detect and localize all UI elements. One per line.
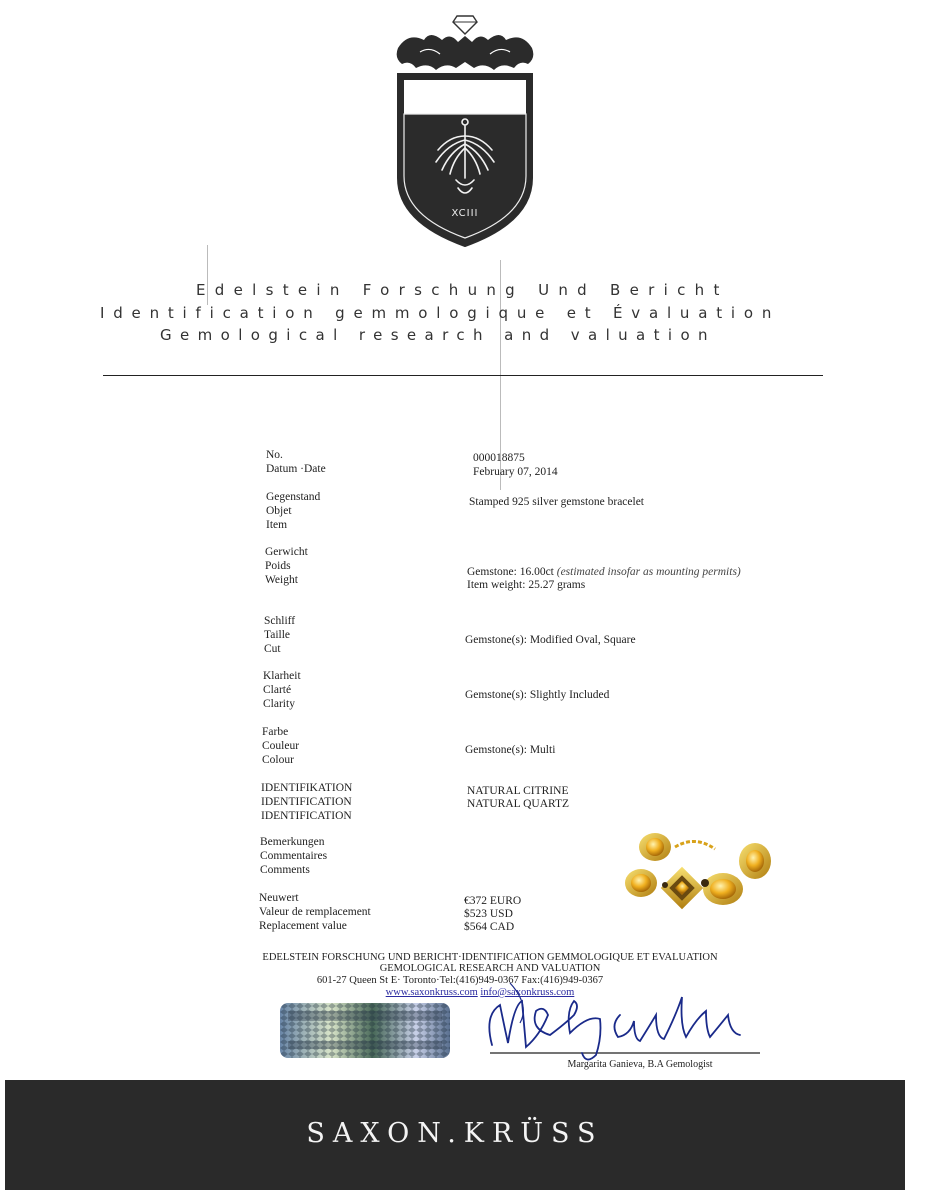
item-weight: Item weight: 25.27 grams	[467, 579, 586, 591]
footer-subtitle: GEMOLOGICAL RESEARCH AND VALUATION	[379, 963, 601, 974]
identification-citrine: NATURAL CITRINE	[467, 785, 569, 797]
item-value: Stamped 925 silver gemstone bracelet	[469, 496, 645, 508]
brand-banner	[5, 1080, 905, 1190]
gemologist-name: Margarita Ganieva, B.A Gemologist	[567, 1059, 713, 1070]
footer-address: 601-27 Queen St E· Toronto·Tel:(416)949-0367 Fax:(416)949-0367	[316, 975, 604, 986]
bracelet-photo	[615, 825, 780, 925]
hologram-seal	[280, 1003, 450, 1058]
identification-quartz: NATURAL QUARTZ	[467, 798, 570, 810]
brand-name: SAXON.KRÜSS	[306, 1118, 604, 1149]
cut-value: Gemstone(s): Modified Oval, Square	[465, 634, 636, 646]
value-cad: $564 CAD	[464, 921, 515, 933]
crest-numeral: XCIII	[451, 208, 479, 219]
header-divider	[103, 375, 823, 376]
gemstone-weight: Gemstone: 16.00ct (estimated insofar as mounting permits)	[467, 566, 741, 578]
email-link[interactable]: info@saxonkruss.com	[480, 987, 575, 998]
title-english: Gemological research and valuation	[160, 326, 716, 344]
report-date: February 07, 2014	[473, 466, 558, 478]
report-number: 000018875	[473, 452, 525, 464]
colour-value: Gemstone(s): Multi	[465, 744, 556, 756]
footer-company: EDELSTEIN FORSCHUNG UND BERICHT·IDENTIFICATION GEMMOLOGIQUE ET EVALUATION	[262, 952, 718, 963]
website-link[interactable]: www.saxonkruss.com	[385, 987, 478, 998]
value-usd: $523 USD	[464, 908, 513, 920]
signature	[470, 975, 770, 1070]
title-french: Identification gemmologique et Évaluation	[100, 304, 781, 322]
value-euro: €372 EURO	[464, 895, 522, 907]
title-german: Edelstein Forschung Und Bericht	[196, 281, 729, 299]
clarity-value: Gemstone(s): Slightly Included	[465, 689, 610, 701]
weight-note: (estimated insofar as mounting permits)	[556, 566, 741, 578]
